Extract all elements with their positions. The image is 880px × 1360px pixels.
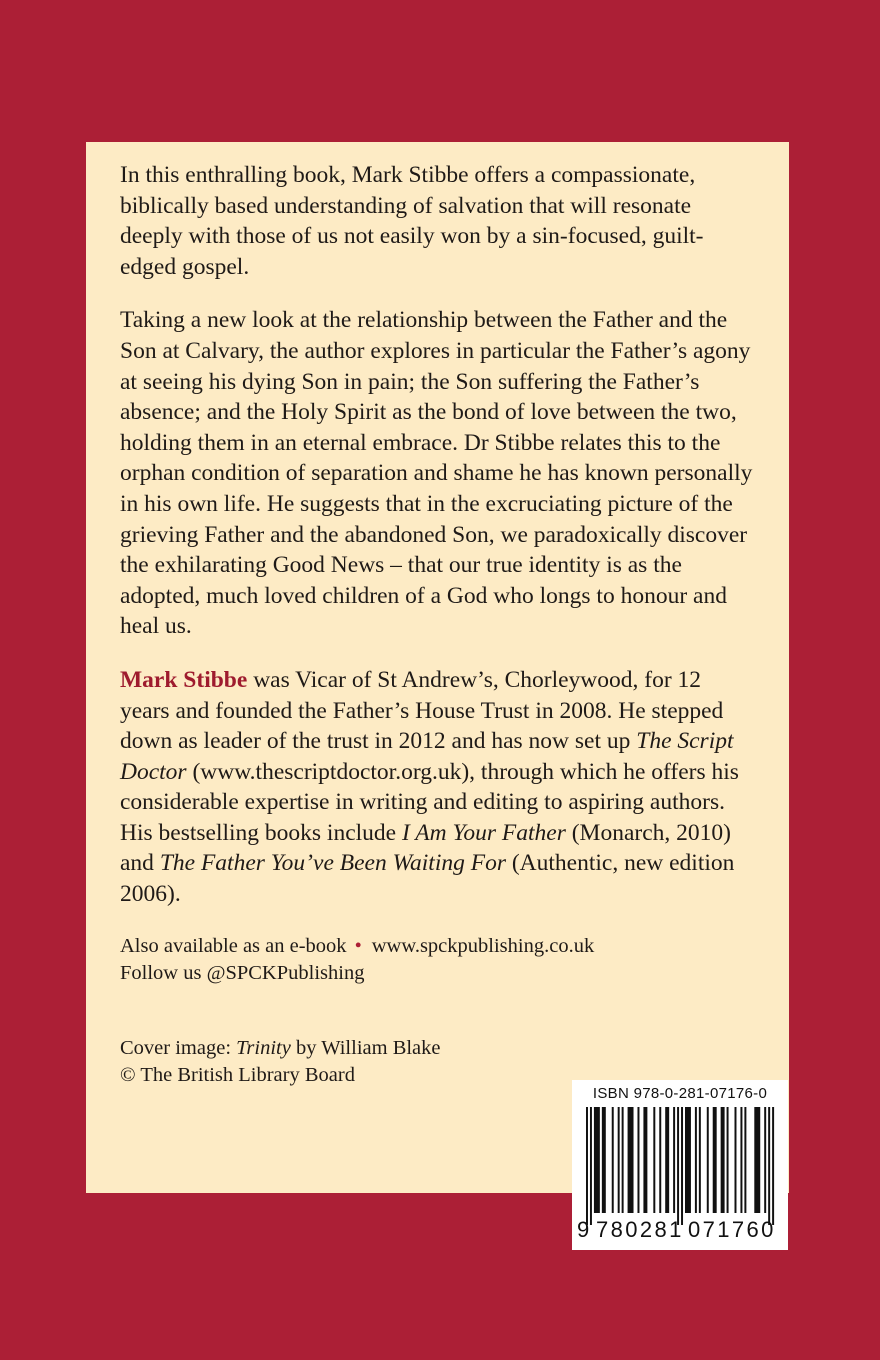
barcode-bar bbox=[740, 1107, 742, 1213]
barcode-bar bbox=[754, 1107, 760, 1213]
ean-first-digit: 9 bbox=[577, 1217, 590, 1242]
barcode-bar bbox=[727, 1107, 729, 1213]
barcode-bar bbox=[699, 1107, 701, 1213]
book-title: The Script Doctor bbox=[120, 728, 734, 785]
barcode-bar bbox=[681, 1107, 683, 1225]
barcode-bar bbox=[586, 1107, 588, 1225]
author-name: Mark Stibbe bbox=[120, 666, 248, 693]
barcode-bar bbox=[612, 1107, 614, 1213]
bio-text: was Vicar of St Andrew’s, Chorleywood, for 12 years and founded the Father’s House Trust in 2008. He stepped down as leader of the trust in 2012 and has now set up bbox=[120, 666, 724, 755]
barcode-bar bbox=[618, 1107, 620, 1213]
barcode-bar bbox=[653, 1107, 655, 1213]
isbn-label: ISBN 978-0-281-07176-0 bbox=[592, 1085, 768, 1102]
cover-credit bbox=[120, 1035, 755, 1062]
ebook-line bbox=[120, 933, 755, 960]
barcode-bar bbox=[677, 1107, 679, 1225]
isbn-barcode bbox=[572, 1080, 788, 1250]
barcode-bar bbox=[665, 1107, 669, 1213]
bullet-separator: • bbox=[354, 934, 362, 957]
barcode-bar bbox=[713, 1107, 717, 1213]
barcode-bar bbox=[735, 1107, 737, 1213]
barcode-bar bbox=[659, 1107, 661, 1213]
cover-credit-artist: by William Blake bbox=[290, 1036, 441, 1059]
barcode-bar bbox=[772, 1107, 774, 1225]
barcode-bar bbox=[744, 1107, 746, 1213]
ean-left-digits: 780281 bbox=[596, 1217, 684, 1242]
barcode-bar bbox=[764, 1107, 766, 1213]
barcode-bar bbox=[673, 1107, 675, 1213]
social-follow: Follow us @SPCKPublishing bbox=[120, 961, 365, 984]
blurb-paragraph-1: In this enthralling book, Mark Stibbe offers a compassionate, biblically based understanding of salvation that will resonate deeply with those of us not easily won by a sin-focused, guilt-edged gospel. bbox=[120, 162, 704, 280]
barcode-bars bbox=[580, 1107, 780, 1227]
barcode-bar bbox=[768, 1107, 770, 1225]
bio-text: (www.thescriptdoctor.org.uk), through which he offers his considerable expertise in writing and editing to aspiring authors. His bestselling books include bbox=[120, 758, 739, 846]
blurb-paragraph-2: Taking a new look at the relationship between the Father and the Son at Calvary, the author explores in particular the Father’s agony at seeing his dying Son in pain; the Son suffering the Father’s absence; and the Holy Spirit as the bond of love between the two, holding them in an eternal embrace. Dr Stibbe relates this to the orphan condition of separation and shame he has known personally in his own life. He suggests that in the excruciating picture of the grieving Father and the abandoned Son, we paradoxically discover the exhilarating Good News – that our true identity is as the adopted, much loved children of a God who longs to honour and heal us. bbox=[120, 307, 753, 640]
barcode-bar bbox=[594, 1107, 600, 1213]
bio-text: (Authentic, new edition 2006). bbox=[120, 850, 735, 908]
copyright-line: © The British Library Board bbox=[120, 1063, 355, 1086]
cover-artwork-title: Trinity bbox=[236, 1036, 291, 1059]
barcode-bar bbox=[707, 1107, 709, 1213]
bio-text: (Monarch, 2010) and bbox=[120, 819, 731, 877]
publisher-website[interactable]: www.spckpublishing.co.uk bbox=[371, 934, 595, 957]
barcode-bar bbox=[622, 1107, 624, 1213]
ebook-text: Also available as an e-book bbox=[120, 934, 347, 957]
book-title: The Father You’ve Been Waiting For bbox=[159, 850, 506, 877]
barcode-bar bbox=[590, 1107, 592, 1225]
barcode-bar bbox=[643, 1107, 647, 1213]
cover-credit-prefix: Cover image: bbox=[120, 1036, 237, 1059]
book-title: I Am Your Father bbox=[401, 819, 566, 846]
ean-right-digits: 071760 bbox=[688, 1217, 776, 1242]
author-bio bbox=[120, 665, 755, 910]
blurb-panel bbox=[86, 142, 789, 1193]
barcode-bar bbox=[602, 1107, 606, 1213]
barcode-bar bbox=[721, 1107, 725, 1213]
barcode-bar bbox=[695, 1107, 697, 1213]
barcode-bar bbox=[637, 1107, 639, 1213]
barcode-bar bbox=[628, 1107, 634, 1213]
barcode-bar bbox=[685, 1107, 691, 1213]
